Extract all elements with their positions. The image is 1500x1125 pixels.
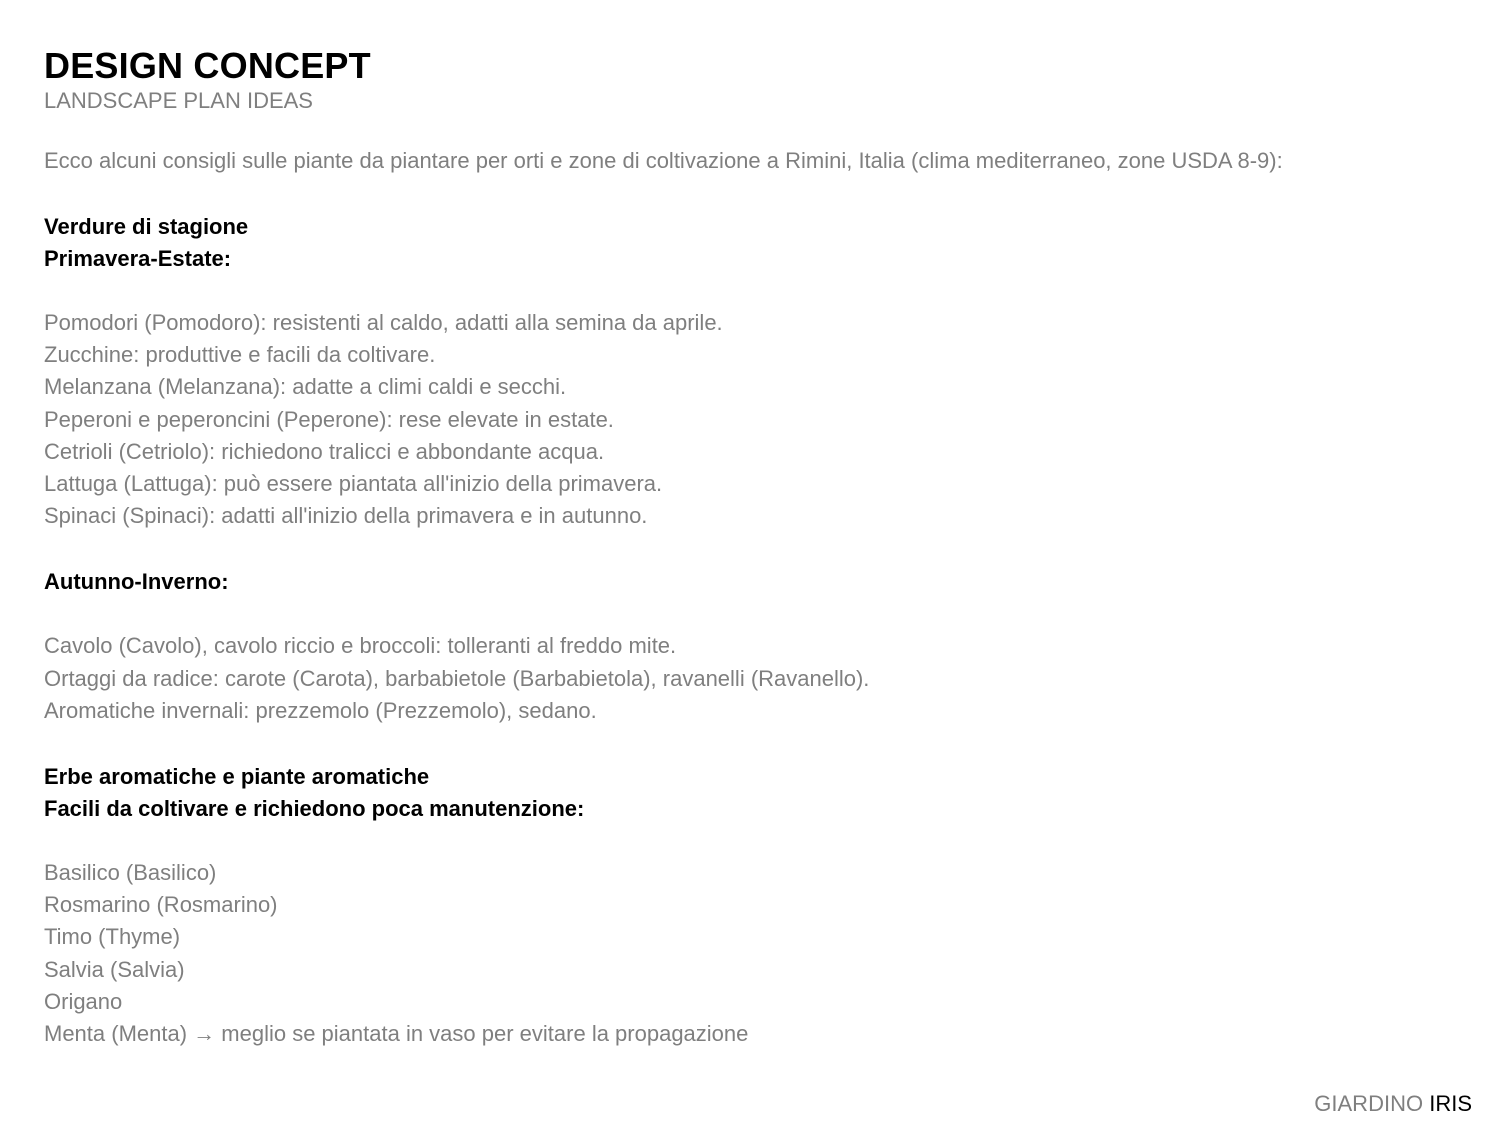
vegetables-heading: Verdure di stagione bbox=[44, 214, 249, 239]
list-item: Peperoni e peperoncini (Peperone): rese elevate in estate. bbox=[44, 406, 614, 432]
herbs-section bbox=[44, 761, 1464, 825]
list-item: Ortaggi da radice: carote (Carota), barbabietole (Barbabietola), ravanelli (Ravanello). bbox=[44, 665, 870, 691]
list-item: Timo (Thyme) bbox=[44, 924, 181, 950]
autumn-winter-section bbox=[44, 566, 1464, 598]
intro-paragraph: Ecco alcuni consigli sulle piante da piantare per orti e zone di coltivazione a Rimini, Italia (clima mediterraneo, zone USDA 8-9): bbox=[44, 148, 1283, 173]
slide-content bbox=[44, 44, 1464, 1050]
footer-brand-suffix: IRIS bbox=[1429, 1091, 1472, 1116]
autumn-winter-list bbox=[44, 630, 1464, 727]
spring-summer-list bbox=[44, 307, 1464, 532]
page-subtitle: LANDSCAPE PLAN IDEAS bbox=[44, 88, 313, 113]
list-item: Basilico (Basilico) bbox=[44, 860, 217, 886]
footer-brand bbox=[1314, 1088, 1472, 1120]
list-item: Aromatiche invernali: prezzemolo (Prezzemolo), sedano. bbox=[44, 697, 597, 723]
list-item: Cavolo (Cavolo), cavolo riccio e broccoli: tolleranti al freddo mite. bbox=[44, 633, 677, 659]
list-item: Menta (Menta) → meglio se piantata in vaso per evitare la propagazione bbox=[44, 1021, 749, 1047]
list-item: Origano bbox=[44, 988, 123, 1014]
list-item: Pomodori (Pomodoro): resistenti al caldo, adatti alla semina da aprile. bbox=[44, 310, 723, 335]
list-item: Lattuga (Lattuga): può essere piantata all'inizio della primavera. bbox=[44, 471, 663, 497]
page-title: DESIGN CONCEPT bbox=[44, 45, 371, 86]
list-item: Cetrioli (Cetriolo): richiedono tralicci e abbondante acqua. bbox=[44, 438, 605, 464]
list-item: Melanzana (Melanzana): adatte a climi caldi e secchi. bbox=[44, 374, 567, 400]
spring-summer-heading: Primavera-Estate: bbox=[44, 246, 232, 271]
herbs-list bbox=[44, 857, 1464, 1050]
autumn-winter-heading: Autunno-Inverno: bbox=[44, 569, 229, 595]
list-item: Salvia (Salvia) bbox=[44, 956, 185, 982]
herbs-subheading: Facili da coltivare e richiedono poca manutenzione: bbox=[44, 796, 585, 822]
list-item: Rosmarino (Rosmarino) bbox=[44, 892, 278, 918]
list-item: Zucchine: produttive e facili da coltivare. bbox=[44, 342, 436, 368]
list-item: Spinaci (Spinaci): adatti all'inizio della primavera e in autunno. bbox=[44, 503, 648, 529]
footer-brand-prefix: GIARDINO bbox=[1314, 1091, 1424, 1116]
vegetables-section bbox=[44, 211, 1464, 275]
herbs-heading: Erbe aromatiche e piante aromatiche bbox=[44, 764, 430, 790]
